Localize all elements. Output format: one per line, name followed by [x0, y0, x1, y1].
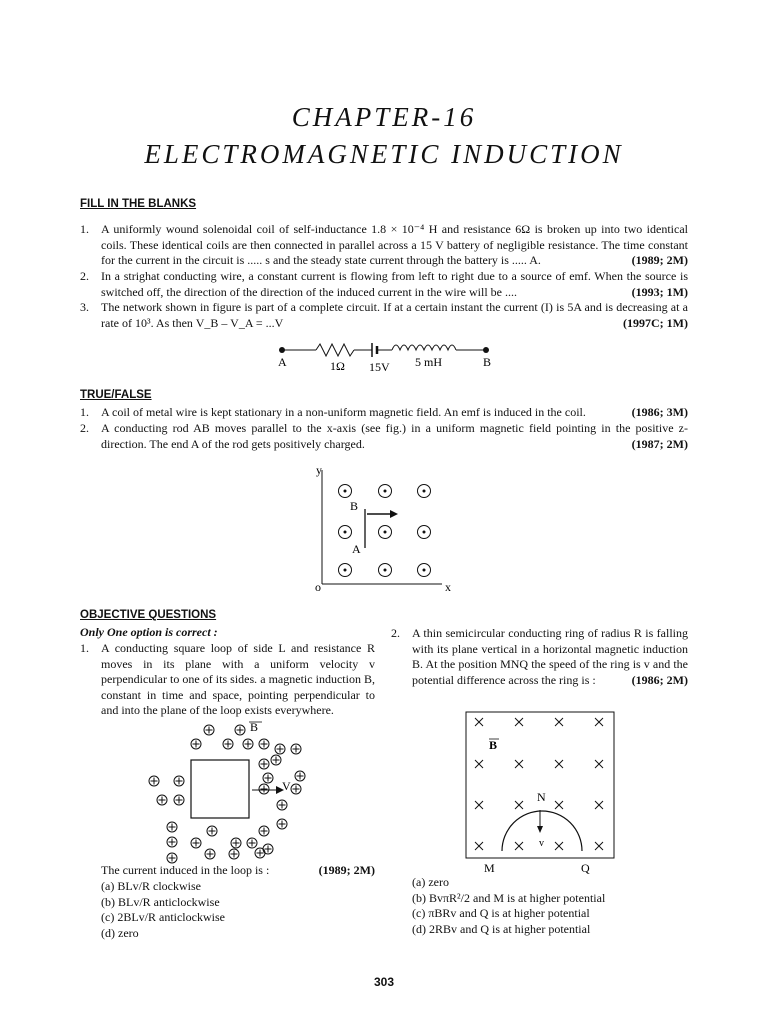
velocity-v-label: V	[282, 779, 291, 793]
option-d[interactable]: (d) 2RBv and Q is at higher potential	[412, 921, 591, 936]
field-into-page-icon	[167, 822, 177, 832]
field-into-page-icon	[255, 848, 265, 858]
field-into-page-icon	[174, 795, 184, 805]
field-into-page-icon	[174, 776, 184, 786]
option-c[interactable]: (c) 2BLv/R anticlockwise	[101, 910, 225, 924]
field-into-page-icon	[295, 771, 305, 781]
question-text: A conducting square loop of side L and resistance R moves in its plane with a uniform velocity v perpendicular to one of its sides. a magnetic induction B, constant in time and space, pointing perpendicular to and into the plane of the loop exists everywhere.	[101, 641, 375, 717]
terminal-b	[483, 347, 489, 353]
question-text: A thin semicircular conducting ring of radius R is falling with its plane vertical in a horizontal magnetic induction B. At the position MNQ the speed of the ring is v and the potential difference across the ring is :	[412, 626, 688, 687]
field-into-page-icon	[259, 739, 269, 749]
cross-icon	[595, 801, 603, 809]
field-b-label: B	[489, 738, 498, 752]
semicircle-ring-diagram	[462, 708, 622, 876]
obj-q2-options	[412, 875, 605, 937]
label-resistance: 1Ω	[330, 359, 345, 373]
cross-icon	[555, 842, 563, 850]
field-into-page-icon	[291, 744, 301, 754]
square-loop-diagram	[144, 718, 314, 866]
cross-icon	[475, 718, 483, 726]
obj-q1	[80, 641, 375, 719]
field-into-page-icon	[259, 826, 269, 836]
question-text: A conducting rod AB moves parallel to the x-axis (see fig.) in a uniform magnetic field pointing in the positive z-direction. The end A of the rod gets positively charged.	[101, 421, 688, 451]
field-into-page-icon	[271, 755, 281, 765]
field-into-page-icon	[223, 739, 233, 749]
option-b[interactable]: (b) BLv/R anticlockwise	[101, 894, 220, 909]
cross-icon	[555, 760, 563, 768]
field-into-page-icon	[277, 819, 287, 829]
option-a[interactable]: (a) BLv/R clockwise	[101, 879, 201, 893]
question-number: 1.	[80, 641, 89, 655]
field-into-page-icon	[149, 776, 159, 786]
field-into-page-icon	[204, 725, 214, 735]
question-number: 3.	[80, 300, 89, 314]
question-marks: (1989; 2M)	[631, 253, 688, 267]
field-into-page-icon	[191, 838, 201, 848]
page-number: 303	[373, 975, 395, 989]
cross-icon	[515, 718, 523, 726]
field-into-page-icon	[243, 739, 253, 749]
label-inductance: 5 mH	[415, 355, 442, 369]
velocity-v-label: v	[539, 838, 544, 849]
field-into-page-icon	[275, 744, 285, 754]
circuit-diagram	[270, 336, 500, 376]
option-a[interactable]: (a) zero	[412, 875, 449, 889]
cross-icon	[475, 760, 483, 768]
point-q-label: Q	[581, 861, 590, 875]
question-marks: (1989; 2M)	[318, 863, 375, 877]
field-into-page-icon	[263, 773, 273, 783]
cross-icon	[555, 801, 563, 809]
field-into-page-icon	[291, 784, 301, 794]
fill-q3	[80, 300, 688, 331]
cross-icon	[595, 760, 603, 768]
point-m-label: M	[484, 861, 495, 875]
fill-q1	[80, 222, 688, 269]
question-number: 2.	[80, 421, 89, 435]
origin-label: o	[315, 580, 321, 594]
field-into-page-icon	[207, 826, 217, 836]
question-number: 1.	[80, 405, 89, 419]
square-loop	[191, 760, 249, 818]
question-number: 2.	[391, 626, 400, 640]
field-into-page-icon	[167, 837, 177, 847]
option-b[interactable]: (b) BvπR²/2 and M is at higher potential	[412, 890, 606, 905]
cross-icon	[475, 842, 483, 850]
field-into-page-icon	[247, 838, 257, 848]
resistor-symbol	[316, 344, 354, 356]
field-into-page-icon	[277, 800, 287, 810]
stem-text: The current induced in the loop is :	[101, 863, 270, 877]
obj-q2	[391, 626, 688, 688]
objective-heading: OBJECTIVE QUESTIONS	[80, 609, 217, 621]
x-axis-label: x	[445, 580, 451, 594]
field-into-page-icon	[191, 739, 201, 749]
question-text: A uniformly wound solenoidal coil of self-inductance 1.8 × 10⁻⁴ H and resistance 6Ω is broken up into two identical coils. These identical coils are then connected in parallel across a 15 V battery of negligible resistance. The time constant for the current in the circuit is ..... s and the steady state current through the battery is ..... A.	[101, 222, 688, 267]
question-marks: (1986; 2M)	[631, 672, 688, 687]
field-into-page-icon	[259, 784, 269, 794]
rod-end-b-label: B	[350, 499, 359, 513]
obj-q1-stem	[101, 863, 375, 879]
objective-subheading: Only One option is correct :	[80, 625, 218, 639]
y-axis-label: y	[316, 463, 322, 477]
rod-end-a-label: A	[352, 542, 361, 556]
field-into-page-icon	[167, 853, 177, 863]
obj-q1-options	[101, 879, 225, 941]
chapter-number: CHAPTER-16	[291, 102, 477, 132]
question-marks: (1986; 3M)	[631, 405, 688, 419]
field-into-page-icon	[259, 759, 269, 769]
tf-q2	[80, 421, 688, 452]
cross-icon	[475, 801, 483, 809]
label-voltage: 15V	[369, 360, 390, 374]
question-text: A coil of metal wire is kept stationary in a non-uniform magnetic field. An emf is induced in the coil.	[101, 405, 586, 419]
label-b: B	[483, 355, 492, 369]
fill-q2	[80, 269, 688, 300]
point-n-label: N	[537, 790, 546, 804]
fill-blanks-heading: FILL IN THE BLANKS	[80, 198, 197, 210]
cross-icon	[555, 718, 563, 726]
rod-field-diagram	[308, 462, 468, 596]
question-text: The network shown in figure is part of a complete circuit. If at a certain instant the current (I) is 5A and is decreasing at a rate of 10³. As then V_B – V_A = ...V	[101, 300, 688, 330]
question-marks: (1993; 1M)	[631, 284, 688, 299]
field-b-label: B	[250, 720, 259, 734]
option-d[interactable]: (d) zero	[101, 925, 139, 940]
field-region	[466, 712, 614, 858]
true-false-heading: TRUE/FALSE	[80, 389, 152, 401]
chapter-title: ELECTROMAGNETIC INDUCTION	[144, 139, 624, 169]
tf-q1	[80, 405, 688, 421]
question-number: 2.	[80, 269, 89, 283]
option-c[interactable]: (c) πBRv and Q is at higher potential	[412, 906, 590, 920]
inductor-symbol	[392, 345, 456, 350]
question-marks: (1987; 2M)	[631, 436, 688, 451]
field-into-page-icon	[235, 725, 245, 735]
cross-icon	[595, 842, 603, 850]
field-into-page-icon	[231, 838, 241, 848]
field-into-page-icon	[205, 849, 215, 859]
field-into-page-icon	[157, 795, 167, 805]
cross-icon	[515, 801, 523, 809]
cross-icon	[595, 718, 603, 726]
cross-icon	[515, 842, 523, 850]
cross-icon	[515, 760, 523, 768]
question-number: 1.	[80, 222, 89, 236]
label-a: A	[278, 355, 287, 369]
question-text: In a strighat conducting wire, a constant current is flowing from left to right due to a source of emf. When the source is switched off, the direction of the direction of the induced current in the wire will be ....	[101, 269, 688, 299]
question-marks: (1997C; 1M)	[623, 315, 688, 330]
field-into-page-icon	[229, 849, 239, 859]
